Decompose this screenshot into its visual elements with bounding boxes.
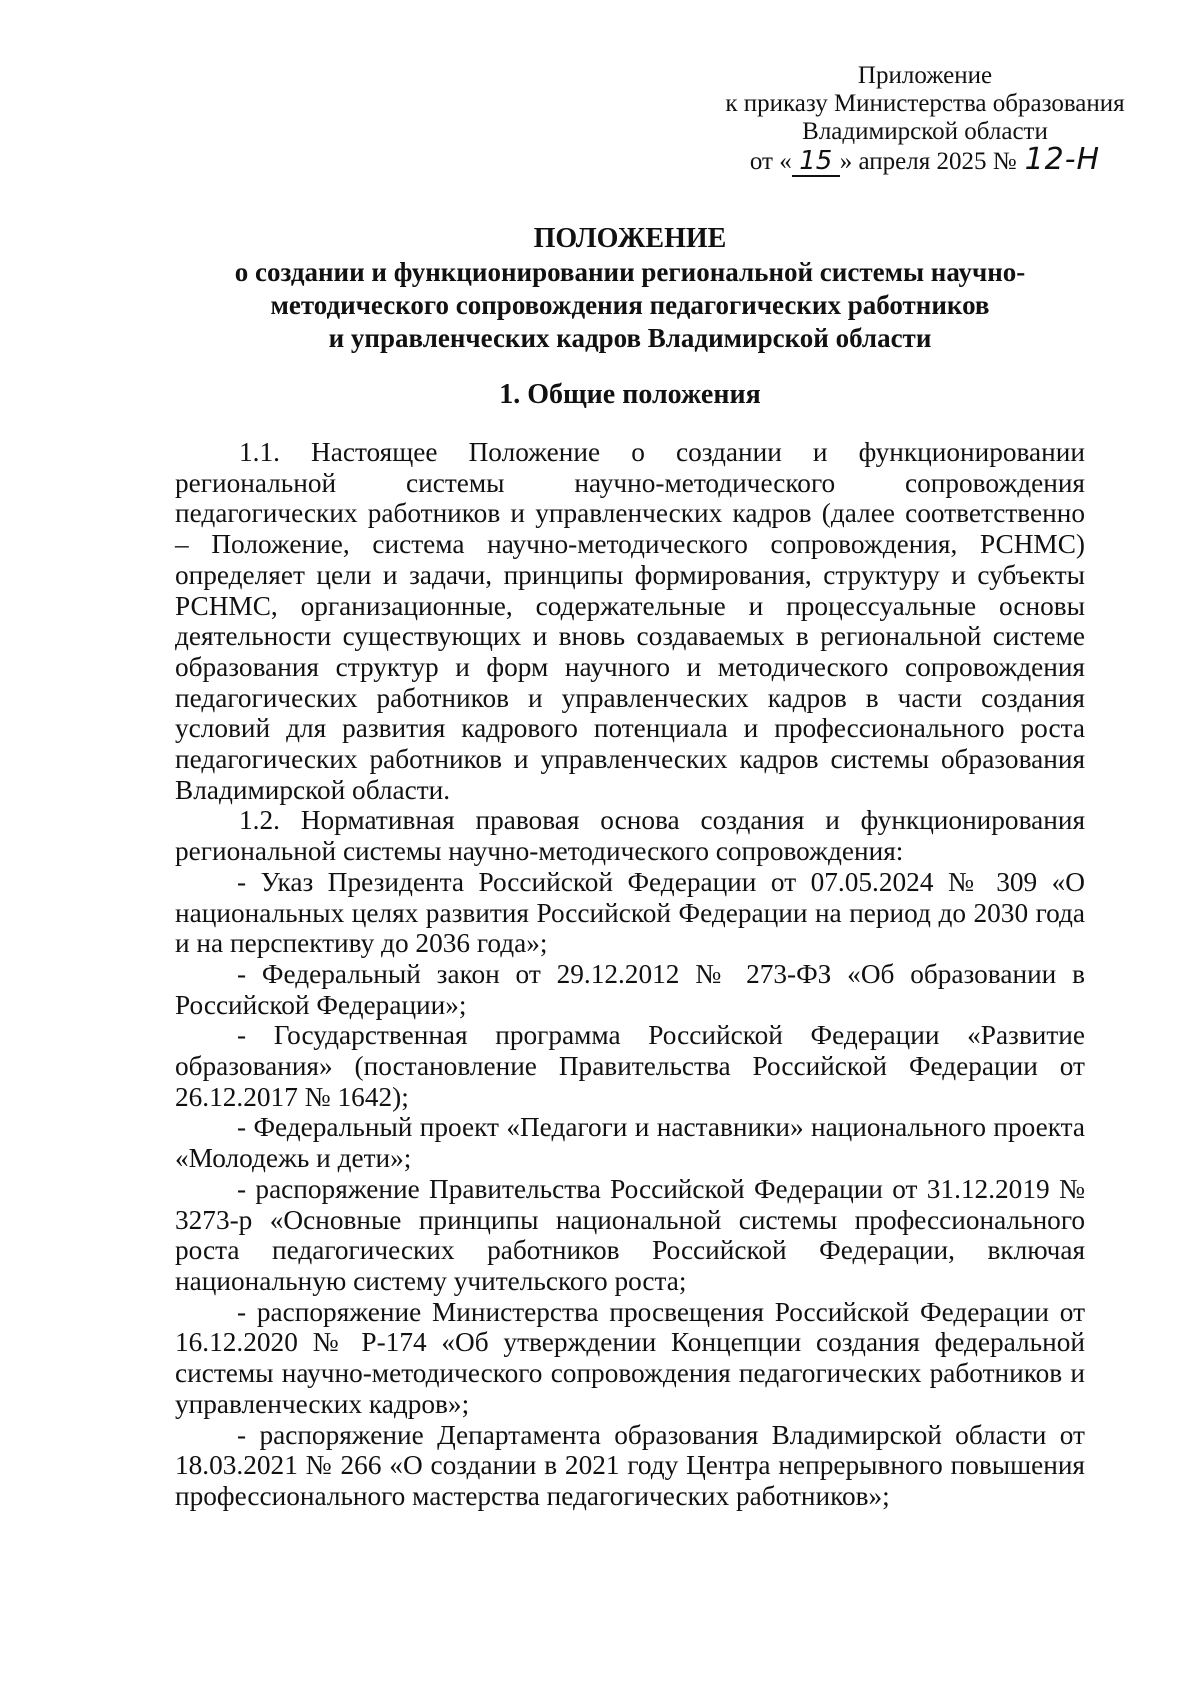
- title-main: ПОЛОЖЕНИЕ: [533, 223, 727, 254]
- list-item: - распоряжение Министерства просвещения Российской Федерации от 16.12.2020 № Р-174 «Об утверждении Концепции создания федеральной системы научно-методического сопровождения педагогических работников и управленческих кадров»;: [175, 1296, 1085, 1419]
- paragraph-1-2: 1.2. Нормативная правовая основа создания и функционирования региональной системы научно-методического сопровождения:: [175, 805, 1085, 867]
- appendix-title: Приложение: [857, 62, 993, 89]
- document-title: [175, 222, 1085, 355]
- appendix-region: Владимирской области: [802, 118, 1048, 145]
- date-prefix: от «: [749, 148, 792, 175]
- handwritten-order-number: 12-Н: [1024, 142, 1101, 177]
- appendix-date-line: [690, 142, 1160, 177]
- paragraph-1-1: 1.1. Настоящее Положение о создании и функционировании региональной системы научно-методического сопровождения педагогических работников и управленческих кадров (далее соответственно – Положение, система научно-методического сопровождения, РСНМС) определяет цели и задачи, принципы формирования, структуру и субъекты РСНМС, организационные, содержательные и процессуальные основы деятельности существующих и вновь создаваемых в региональной системе образования структур и форм научного и методического сопровождения педагогических работников и управленческих кадров в части создания условий для развития кадрового потенциала и профессионального роста педагогических работников и управленческих кадров системы образования Владимирской области.: [175, 437, 1085, 805]
- list-item: - Федеральный закон от 29.12.2012 № 273-ФЗ «Об образовании в Российской Федерации»;: [175, 958, 1085, 1020]
- date-suffix: » апреля 2025 №: [839, 148, 1017, 175]
- title-line-1: о создании и функционировании региональной системы научно-: [234, 257, 1026, 287]
- appendix-header: [690, 62, 1160, 177]
- list-item: - Указ Президента Российской Федерации от 07.05.2024 № 309 «О национальных целях развития Российской Федерации на период до 2030 года и на перспективу до 2036 года»;: [175, 866, 1085, 959]
- list-item: - Государственная программа Российской Федерации «Развитие образования» (постановление Правительства Российской Федерации от 26.12.2017 № 1642);: [175, 1020, 1085, 1112]
- list-item: - Федеральный проект «Педагоги и наставники» национального проекта «Молодежь и дети»;: [175, 1112, 1085, 1174]
- handwritten-day: 15: [792, 147, 840, 177]
- title-line-3: и управленческих кадров Владимирской области: [328, 323, 932, 353]
- list-item: - распоряжение Департамента образования Владимирской области от 18.03.2021 № 266 «О создании в 2021 году Центра непрерывного повышения профессионального мастерства педагогических работников»;: [175, 1419, 1085, 1511]
- appendix-order-reference: к приказу Министерства образования: [725, 90, 1125, 117]
- list-item: - распоряжение Правительства Российской Федерации от 31.12.2019 № 3273-р «Основные принципы национальной системы профессионального роста педагогических работников Российской Федерации, включая национальную систему учительского роста;: [175, 1173, 1085, 1296]
- section-body: [175, 437, 1085, 1512]
- section-heading: 1. Общие положения: [499, 379, 761, 410]
- title-line-2: методического сопровождения педагогических работников: [270, 290, 990, 320]
